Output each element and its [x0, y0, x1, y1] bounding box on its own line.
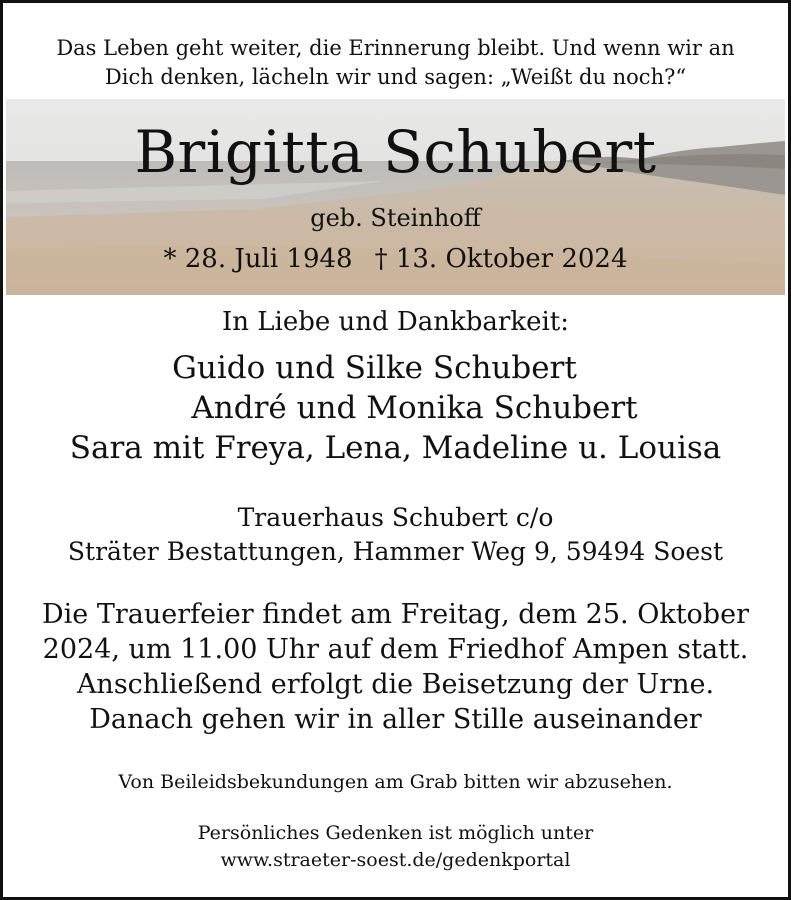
service-line: 2024, um 11.00 Uhr auf dem Friedhof Ampen statt.: [42, 634, 749, 665]
mourners-list: [3, 348, 788, 468]
condolence-note: Von Beileidsbekundungen am Grab bitten wir abzusehen.: [118, 771, 673, 793]
deceased-name: Brigitta Schubert: [134, 118, 657, 186]
motto-line-1: Das Leben geht weiter, die Erinnerung bleibt. Und wenn wir an: [56, 36, 735, 60]
online-memorial: [3, 820, 788, 874]
mourners-intro: In Liebe und Dankbarkeit:: [221, 307, 570, 337]
online-memorial-url: www.straeter-soest.de/gedenkportal: [220, 849, 571, 871]
address-line-2: Sträter Bestattungen, Hammer Weg 9, 59494 Soest: [67, 537, 724, 566]
motto-quote: [3, 34, 788, 92]
mourner-line: Guido und Silke Schubert: [172, 350, 577, 386]
mourning-house-address: [3, 501, 788, 569]
mourner-line: Sara mit Freya, Lena, Madeline u. Louisa: [69, 430, 722, 466]
mourner-line: André und Monika Schubert: [191, 390, 638, 426]
motto-line-2: Dich denken, lächeln wir und sagen: „Weißt du noch?“: [104, 65, 687, 89]
online-memorial-text: Persönliches Gedenken ist möglich unter: [197, 822, 594, 844]
address-line-1: Trauerhaus Schubert c/o: [237, 503, 554, 532]
service-line: Anschließend erfolgt die Beisetzung der Urne.: [76, 669, 715, 700]
life-dates: [3, 243, 788, 275]
funeral-service-info: [3, 597, 788, 737]
service-line: Die Trauerfeier findet am Freitag, dem 25. Oktober: [42, 599, 749, 630]
birth-name: geb. Steinhoff: [310, 204, 481, 232]
service-line: Danach gehen wir in aller Stille auseinander: [89, 704, 702, 735]
birth-date: * 28. Juli 1948: [163, 244, 353, 274]
death-date: † 13. Oktober 2024: [374, 244, 628, 274]
